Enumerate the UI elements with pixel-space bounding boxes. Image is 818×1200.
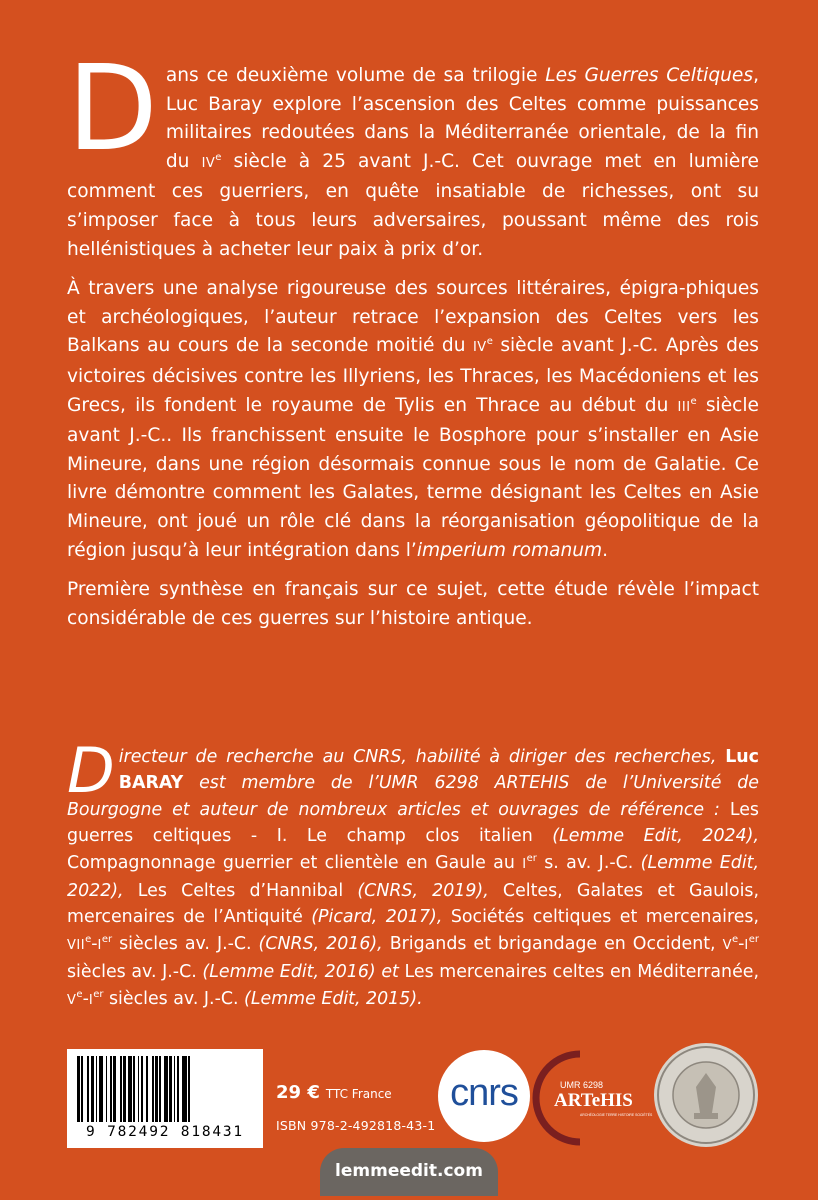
- blurb-paragraph-3: Première synthèse en français sur ce sujet, cette étude révèle l’impact considérable de ces guerres sur l’histoire antique.: [67, 579, 759, 629]
- cnrs-logo: cnrs: [438, 1050, 530, 1142]
- blurb-paragraph-1: D ans ce deuxième volume de sa trilogie Les Guerres Celtiques, Luc Baray explore l’ascension des Celtes comme puissances militaires redoutées dans la Méditerranée orientale, de la fin du IVe siècle à 25 avant J.-C. Cet ouvrage met en lumière comment ces guerriers, en quête insatiable de richesses, ont su s’imposer face à tous leurs adversaires, poussant même des rois hellénistiques à acheter leur paix à prix d’or.: [67, 39, 759, 260]
- artehis-logo: [540, 1048, 653, 1148]
- publisher-website[interactable]: lemmeedit.com: [320, 1148, 498, 1196]
- artehis-name-text: ARTeHIS: [554, 1090, 633, 1111]
- barcode-bars: [77, 1056, 253, 1122]
- book-blurb: [67, 39, 759, 644]
- blurb-paragraph-2: À travers une analyse rigoureuse des sources littéraires, épigra-phiques et archéologiques, l’auteur retrace l’expansion des Celtes vers les Balkans au cours de la seconde moitié du IVe siècle avant J.-C. Après des victoires décisives contre les Illyriens, les Thraces, les Macédoniens et les Grecs, ils fondent le royaume de Tylis en Thrace au début du IIIe siècle avant J.-C.. Ils franchissent ensuite le Bosphore pour s’installer en Asie Mineure, dans une région désormais connue sous le nom de Galatie. Ce livre démontre comment les Galates, terme désignant les Celtes en Asie Mineure, ont joué un rôle clé dans la réorganisation géopolitique de la région jusqu’à leur intégration dans l’imperium romanum.: [67, 278, 759, 561]
- price: 29 € TTC France: [276, 1082, 392, 1103]
- drop-cap: D: [67, 39, 158, 177]
- artehis-sub-text: ARCHÉOLOGIE TERRE HISTOIRE SOCIÉTÉS: [580, 1113, 653, 1117]
- author-name: Luc BARAY: [118, 747, 759, 794]
- society-seal-logo: [654, 1043, 758, 1147]
- isbn-barcode: [67, 1049, 263, 1148]
- isbn-number: ISBN 978-2-492818-43-1: [276, 1118, 436, 1133]
- barcode-digits: 9 782492 818431: [86, 1124, 244, 1140]
- artehis-umr-text: UMR 6298: [560, 1080, 604, 1090]
- barcode-bar: [190, 1056, 193, 1122]
- author-bio: Directeur de recherche au CNRS, habilité à diriger des recherches, Luc BARAY est membre de l’UMR 6298 ARTEHIS de l’Université de Bourgogne et auteur de nombreux articles et ouvrages de référence : Les guerres celtiques - I. Le champ clos italien (Lemme Edit, 2024), Compagnonnage guerrier et clientèle en Gaule au Ier s. av. J.-C. (Lemme Edit, 2022), Les Celtes d’Hannibal (CNRS, 2019), Celtes, Galates et Gaulois, mercenaires de l’Antiquité (Picard, 2017), Sociétés celtiques et mercenaires, VIIe-Ier siècles av. J.-C. (CNRS, 2016), Brigands et brigandage en Occident, Ve-Ier siècles av. J.-C. (Lemme Edit, 2016) et Les mercenaires celtes en Méditerranée, Ve-Ier siècles av. J.-C. (Lemme Edit, 2015).: [67, 734, 760, 1009]
- author-drop-cap: D: [67, 734, 115, 807]
- book-series-title: Les Guerres Celtiques: [545, 65, 754, 86]
